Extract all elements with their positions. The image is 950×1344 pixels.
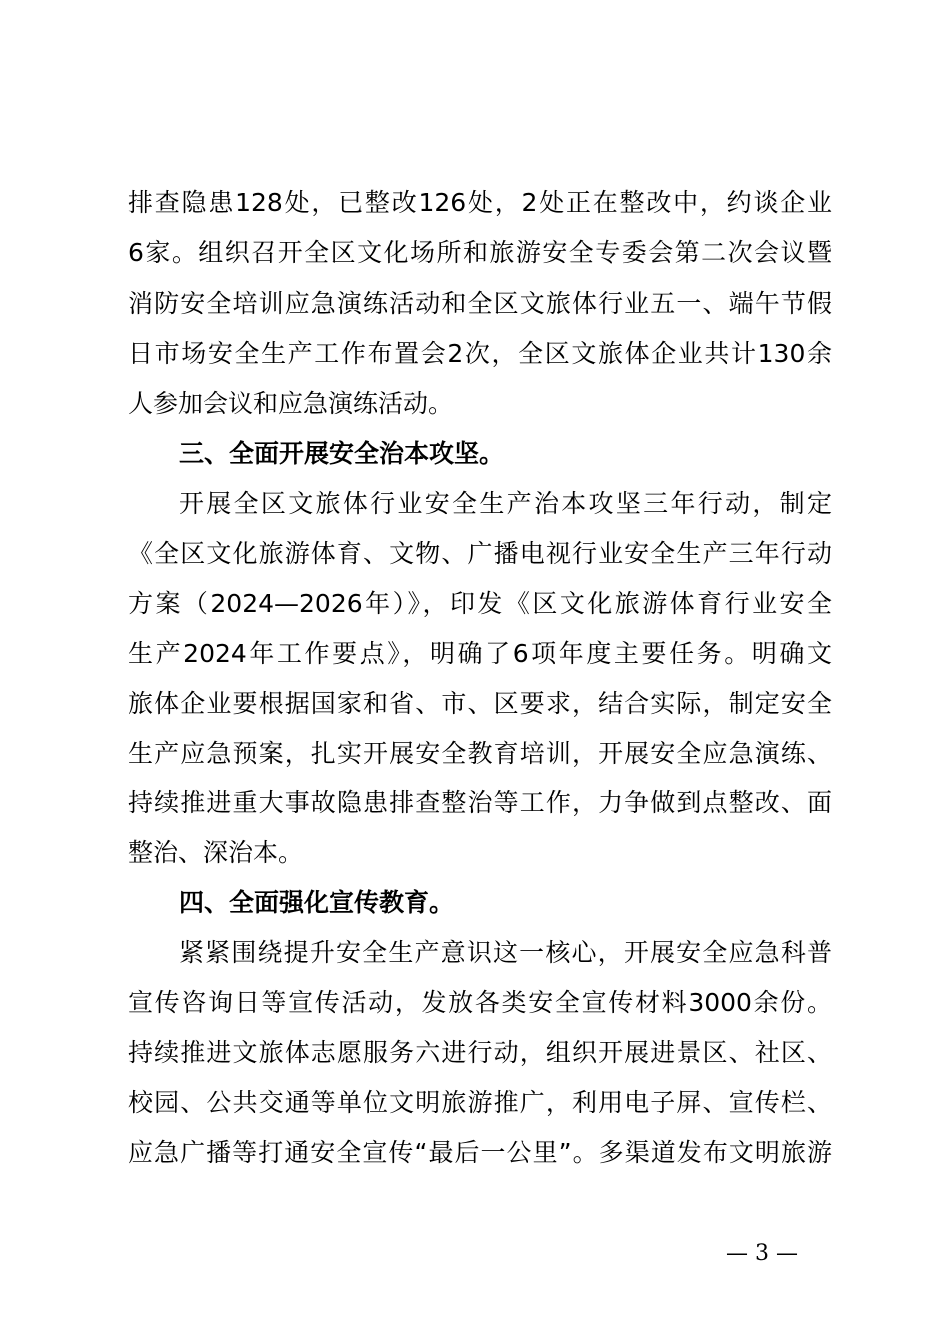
body-text-line: 人参加会议和应急演练活动。 — [128, 389, 454, 418]
body-text-line: 生产应急预案，扎实开展安全教育培训，开展安全应急演练、 — [128, 739, 832, 768]
section-heading-4: 四、全面强化宣传教育。 — [179, 888, 455, 917]
body-text-line: 方案（2024—2026年）》，印发《区文化旅游体育行业安全 — [128, 589, 832, 618]
body-text-line: 紧紧围绕提升安全生产意识这一核心，开展安全应急科普 — [179, 938, 832, 967]
body-text-line: 旅体企业要根据国家和省、市、区要求，结合实际，制定安全 — [128, 689, 832, 718]
body-text-line: 生产2024年工作要点》，明确了6项年度主要任务。明确文 — [128, 639, 832, 668]
body-text-line: 持续推进重大事故隐患排查整治等工作，力争做到点整改、面 — [128, 788, 832, 817]
section-heading-3: 三、全面开展安全治本攻坚。 — [179, 439, 505, 468]
body-text-line: 开展全区文旅体行业安全生产治本攻坚三年行动，制定 — [179, 489, 832, 518]
body-text-line: 《全区文化旅游体育、文物、广播电视行业安全生产三年行动 — [128, 539, 832, 568]
body-text-line: 整治、深治本。 — [128, 838, 304, 867]
page-number: — 3 — — [726, 1241, 798, 1266]
body-text-line: 6家。组织召开全区文化场所和旅游安全专委会第二次会议暨 — [128, 238, 832, 267]
body-text-line: 排查隐患128处，已整改126处，2处正在整改中，约谈企业 — [128, 188, 832, 217]
body-text-line: 持续推进文旅体志愿服务六进行动，组织开展进景区、社区、 — [128, 1038, 832, 1067]
body-text-line: 校园、公共交通等单位文明旅游推广，利用电子屏、宣传栏、 — [128, 1088, 832, 1117]
body-text-line: 宣传咨询日等宣传活动，发放各类安全宣传材料3000余份。 — [128, 988, 832, 1017]
body-text-line: 日市场安全生产工作布置会2次，全区文旅体企业共计130余 — [128, 339, 832, 368]
body-text-line: 应急广播等打通安全宣传“最后一公里”。多渠道发布文明旅游 — [128, 1138, 832, 1167]
body-text-line: 消防安全培训应急演练活动和全区文旅体行业五一、端午节假 — [128, 289, 832, 318]
